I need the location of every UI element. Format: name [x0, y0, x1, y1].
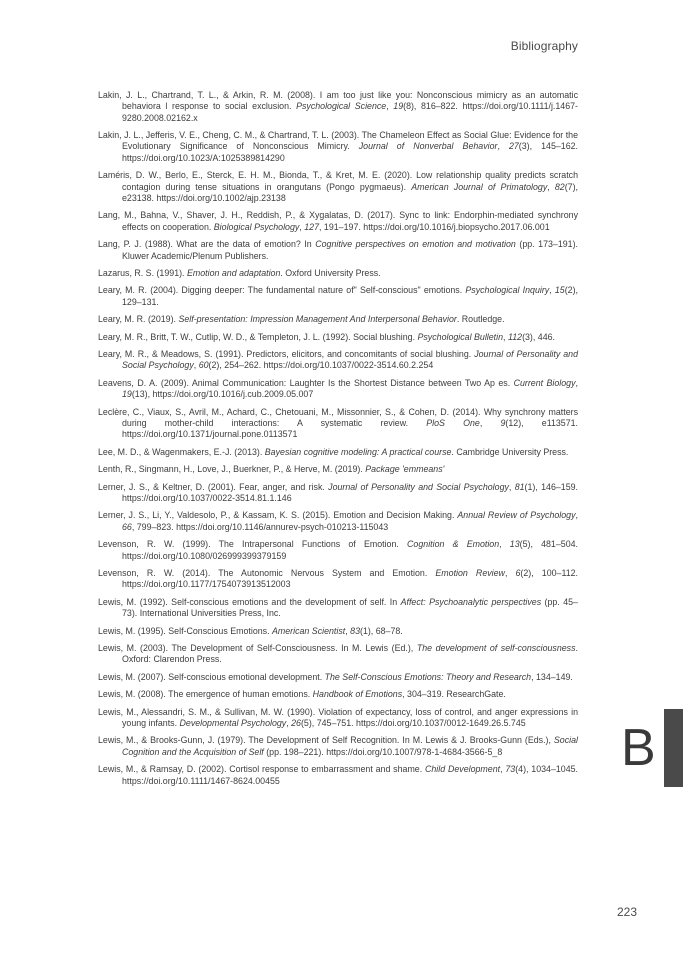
reference-entry [98, 332, 578, 343]
reference-text: Lerner, J. S., Li, Y., Valdesolo, P., & Kassam, K. S. (2015). Emotion and Decision Making. [98, 510, 458, 521]
reference-text: , [575, 377, 578, 388]
reference-text: (8), 816–822. https://doi.org/10.1111/j.1467-9280.2008.02162.x [122, 101, 579, 123]
reference-entry [98, 539, 578, 562]
reference-italic-text: 127 [304, 221, 320, 232]
reference-text: Leavens, D. A. (2009). Animal Communication: Laughter Is the Shortest Distance between Two Ap es. [98, 377, 514, 388]
reference-entry [98, 707, 578, 730]
reference-italic-text: Journal of Nonverbal Behavior [358, 141, 498, 152]
reference-italic-text: 81 [514, 481, 525, 492]
reference-italic-text: Self-presentation: Impression Management And Interpersonal Behavior [178, 314, 457, 325]
reference-text: Lerner, J. S., & Keltner, D. (2001). Fear, anger, and risk. [98, 481, 329, 492]
reference-italic-text: 112 [507, 331, 523, 342]
reference-text: . Oxford: Clarendon Press. [122, 642, 578, 665]
reference-text: , 304–319. ResearchGate. [402, 689, 506, 700]
reference-italic-text: Emotion and adaptation [186, 267, 281, 278]
reference-text: Laméris, D. W., Berlo, E., Sterck, E. H. M., Bionda, T., & Kret, M. E. (2020). Low relationship quality predicts scratch contagion during tense situations in orangutans (Pongo pygmaeus). [98, 170, 578, 192]
reference-italic-text: 19 [122, 389, 132, 400]
reference-text: Lewis, M. (1995). Self-Conscious Emotions. [98, 625, 272, 636]
reference-text: Lakin, J. L., Chartrand, T. L., & Arkin, R. M. (2008). I am too just like you: Nonconscious mimicry as an automatic behaviora l response to social exclusion. [98, 90, 578, 112]
reference-entry [98, 672, 578, 683]
reference-text: Lewis, M. (1992). Self-conscious emotions and the development of self. In [98, 596, 401, 607]
section-tab [664, 709, 683, 787]
reference-italic-text: Psychological Science [296, 101, 387, 112]
reference-text: , [549, 285, 555, 296]
reference-entry [98, 268, 578, 279]
reference-text: , [508, 481, 515, 492]
reference-text: (2), 100–112. https://doi.org/10.1177/1754073913512003 [122, 567, 579, 590]
reference-entry [98, 407, 578, 441]
reference-text: , [504, 567, 516, 578]
reference-italic-text: Package 'emmeans' [365, 464, 445, 475]
reference-list [98, 90, 578, 793]
reference-italic-text: Cognitive perspectives on emotion and motivation [315, 239, 516, 250]
reference-italic-text: Psychological Bulletin [417, 331, 504, 342]
reference-entry [98, 689, 578, 700]
reference-italic-text: Emotion Review [435, 567, 505, 578]
reference-text: Lewis, M. (2008). The emergence of human emotions. [98, 689, 313, 700]
reference-italic-text: Journal of Personality and Social Psychology [122, 349, 578, 371]
reference-text: Levenson, R. W. (1999). The Intrapersonal Functions of Emotion. [98, 539, 408, 550]
reference-text: Lenth, R., Singmann, H., Love, J., Buerkner, P., & Herve, M. (2019). [98, 464, 366, 475]
reference-text: , [500, 764, 506, 775]
reference-italic-text: Psychological Inquiry [465, 285, 550, 296]
reference-text: , [345, 625, 351, 636]
reference-text: (3), 446. [522, 331, 555, 342]
reference-entry [98, 210, 578, 233]
reference-text: , 799–823. https://doi.org/10.1146/annurev-psych-010213-115043 [131, 521, 389, 532]
reference-text: , [193, 360, 199, 371]
reference-italic-text: Current Biology [513, 377, 576, 388]
reference-text: , [547, 181, 555, 192]
reference-text: Leary, M. R., Britt, T. W., Cutlip, W. D., & Templeton, J. L. (1992). Social blushing. [98, 331, 418, 342]
reference-text: , [503, 331, 508, 342]
reference-text: . Routledge. [456, 314, 505, 325]
reference-entry [98, 170, 578, 204]
reference-italic-text: 83 [350, 625, 360, 636]
reference-text: , [499, 539, 510, 550]
reference-italic-text: The Self-Conscious Emotions: Theory and Research [324, 671, 532, 682]
reference-text: Levenson, R. W. (2014). The Autonomic Nervous System and Emotion. [98, 567, 436, 578]
reference-text: (pp. 173–191). Kluwer Academic/Plenum Publishers. [122, 239, 578, 261]
reference-entry [98, 626, 578, 637]
reference-entry [98, 378, 578, 401]
reference-text: (5), 481–504. https://doi.org/10.1080/026999399379159 [122, 539, 578, 561]
reference-text: , [386, 101, 394, 112]
reference-entry [98, 349, 578, 372]
reference-italic-text: Cognition & Emotion [407, 539, 500, 550]
reference-text: , [575, 510, 578, 521]
reference-italic-text: 13 [509, 539, 520, 550]
reference-text: Lewis, M., & Ramsay, D. (2002). Cortisol response to embarrassment and shame. [98, 764, 425, 775]
reference-text: (pp. 198–221). https://doi.org/10.1007/978-1-4684-3566-5_8 [263, 746, 503, 757]
reference-text: (2), 129–131. [122, 285, 578, 307]
reference-italic-text: The development of self-consciousness [416, 642, 576, 653]
reference-text: Leary, M. R., & Meadows, S. (1991). Predictors, elicitors, and concomitants of social blushing. [98, 349, 475, 360]
reference-text: (13), https://doi.org/10.1016/j.cub.2009.05.007 [131, 389, 314, 400]
reference-text: Lang, P. J. (1988). What are the data of emotion? In [98, 239, 316, 250]
reference-italic-text: American Scientist [272, 625, 346, 636]
reference-entry [98, 510, 578, 533]
reference-italic-text: Biological Psychology [213, 221, 300, 232]
reference-entry [98, 597, 578, 620]
reference-text: (4), 1034–1045. https://doi.org/10.1111/1467-8624.00455 [122, 764, 579, 786]
reference-text: (12), e113571. https://doi.org/10.1371/journal.pone.0113571 [122, 417, 579, 440]
reference-entry [98, 239, 578, 262]
reference-italic-text: 66 [122, 521, 132, 532]
reference-text: (2), 254–262. https://doi.org/10.1037/0022-3514.60.2.254 [208, 360, 434, 371]
reference-italic-text: Handbook of Emotions [312, 689, 403, 700]
reference-text: Lazarus, R. S. (1991). [98, 267, 187, 278]
reference-text: (pp. 45–73). International Universities Press, Inc. [122, 596, 578, 619]
page-number: 223 [616, 905, 637, 919]
reference-entry [98, 643, 578, 666]
reference-italic-text: Affect: Psychoanalytic perspectives [400, 596, 542, 607]
reference-italic-text: Bayesian cognitive modeling: A practical course [264, 446, 452, 457]
reference-entry [98, 447, 578, 458]
reference-entry [98, 568, 578, 591]
reference-text: , [497, 141, 509, 152]
reference-italic-text: 9 [500, 417, 506, 428]
reference-entry [98, 130, 578, 164]
reference-text: Lewis, M. (2007). Self-conscious emotional development. [98, 671, 325, 682]
reference-italic-text: Developmental Psychology [179, 717, 287, 728]
reference-text: Lakin, J. L., Jefferis, V. E., Cheng, C. M., & Chartrand, T. L. (2003). The Chameleon Effect as Social Glue: Evidence for the Evolutionary Significance of Nonconscious Mimicry. [98, 130, 578, 152]
reference-entry [98, 764, 578, 787]
reference-italic-text: 73 [505, 764, 516, 775]
reference-text: , [299, 221, 305, 232]
reference-italic-text: PloS One [426, 417, 480, 428]
reference-text: (7), e23138. https://doi.org/10.1002/ajp.23138 [122, 181, 578, 203]
reference-text: (3), 145–162. https://doi.org/10.1023/A:1025389814290 [122, 141, 578, 163]
reference-text: Lewis, M., Alessandri, S. M., & Sullivan, M. W. (1990). Violation of expectancy, loss of control, and anger expressions in young infants. [98, 706, 578, 728]
section-tab-letter: B [621, 719, 656, 777]
reference-text: Leary, M. R. (2004). Digging deeper: The fundamental nature of" Self-conscious" emotions. [98, 285, 466, 296]
reference-italic-text: 82 [554, 181, 565, 192]
reference-entry [98, 735, 578, 758]
reference-text: . Oxford University Press. [280, 267, 381, 278]
reference-italic-text: 60 [198, 360, 209, 371]
reference-text: Leclère, C., Viaux, S., Avril, M., Achard, C., Chetouani, M., Missonnier, S., & Cohen, D. (2014). Why synchrony matters during mother-child interactions: A systematic review. [98, 406, 578, 428]
reference-entry [98, 314, 578, 325]
reference-italic-text: Journal of Personality and Social Psychology [328, 481, 509, 492]
reference-entry [98, 482, 578, 505]
reference-text: . Cambridge University Press. [451, 446, 569, 457]
reference-italic-text: Social Cognition and the Acquisition of Self [122, 735, 578, 757]
reference-italic-text: 26 [291, 717, 301, 728]
reference-text: Lewis, M., & Brooks-Gunn, J. (1979). The Development of Self Recognition. In M. Lewis & J. Brooks-Gunn (Eds.), [98, 735, 554, 746]
reference-entry [98, 464, 578, 475]
reference-italic-text: American Journal of Primatology [411, 181, 548, 192]
reference-text: , [286, 717, 292, 728]
running-head: Bibliography [510, 39, 578, 53]
reference-italic-text: 15 [554, 285, 565, 296]
reference-text: (1), 146–159. https://doi.org/10.1037/0022-3514.81.1.146 [122, 481, 579, 503]
reference-italic-text: 6 [515, 567, 521, 578]
reference-text: Lee, M. D., & Wagenmakers, E.-J. (2013). [98, 446, 265, 457]
reference-italic-text: Child Development [425, 764, 501, 775]
reference-text: Lang, M., Bahna, V., Shaver, J. H., Reddish, P., & Xygalatas, D. (2017). Sync to link: Endorphin-mediated synchrony effects on cooperation. [98, 210, 578, 232]
reference-italic-text: 19 [393, 101, 404, 112]
reference-text: Leary, M. R. (2019). [98, 314, 179, 325]
reference-italic-text: 27 [508, 141, 519, 152]
reference-italic-text: Annual Review of Psychology [457, 510, 576, 521]
reference-text: , 191–197. https://doi.org/10.1016/j.biopsycho.2017.06.001 [319, 221, 550, 232]
reference-text: , [479, 417, 501, 428]
reference-entry [98, 285, 578, 308]
reference-text: , 134–149. [531, 671, 573, 682]
reference-text: Lewis, M. (2003). The Development of Self-Consciousness. In M. Lewis (Ed.), [98, 642, 417, 653]
reference-entry [98, 90, 578, 124]
reference-text: (5), 745–751. https://doi.org/10.1037/0012-1649.26.5.745 [300, 717, 526, 728]
reference-text: (1), 68–78. [360, 625, 403, 636]
